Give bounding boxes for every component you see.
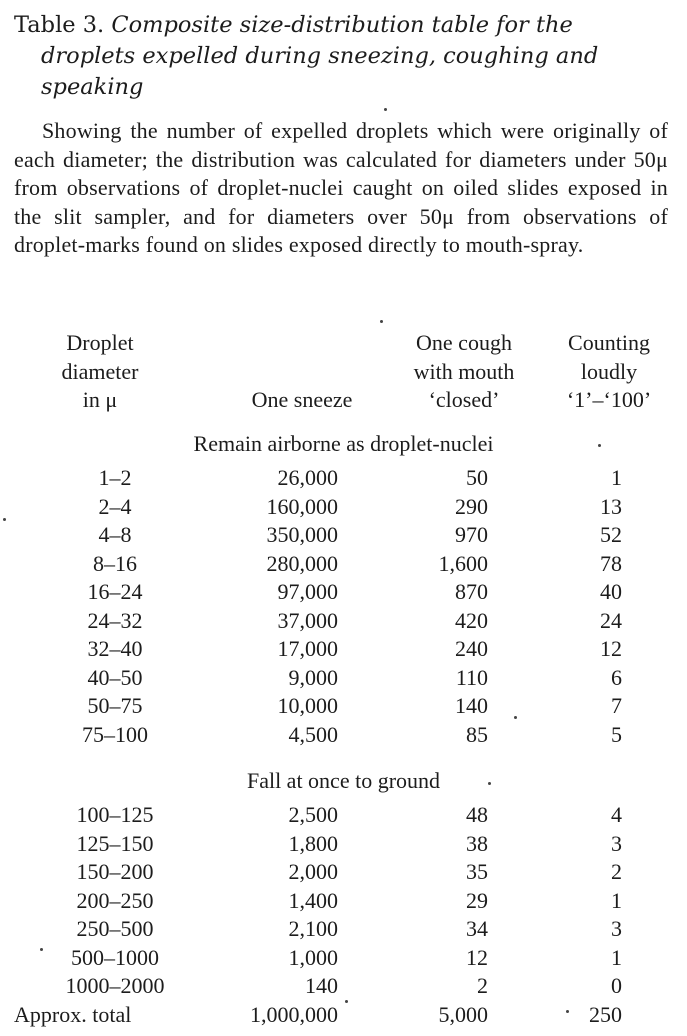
column-header-cough: One cough with mouth ‘closed’	[413, 330, 515, 412]
scan-speck	[598, 444, 601, 447]
total-counting: 250	[589, 1001, 622, 1027]
cell-sneeze: 17,000	[277, 636, 338, 661]
cell-sneeze: 10,000	[277, 693, 338, 718]
cell-cough: 110	[455, 664, 488, 690]
cell-cough: 290	[455, 493, 488, 519]
cell-counting: 1	[611, 465, 622, 490]
cell-sneeze: 1,800	[288, 830, 338, 856]
cell-counting: 4	[611, 802, 622, 827]
section-title-fall: Fall at once to ground	[246, 768, 441, 793]
cell-counting: 1	[611, 944, 622, 970]
cell-counting: 2	[611, 859, 622, 884]
table-row	[0, 887, 687, 915]
table-row	[0, 830, 687, 858]
table-row	[0, 664, 687, 692]
cell-counting: 78	[600, 550, 622, 576]
cell-counting: 3	[611, 830, 622, 856]
table-description: Showing the number of expelled droplets which were originally of each diameter; the distribution was calculated for diameters under 50μ from observations of droplet-nuclei caught on oiled slides exposed in the slit sampler, and for diameters over 50μ from observations of droplet-marks found on slides exposed directly to mouth-spray.	[14, 118, 668, 257]
cell-diameter: 4–8	[98, 522, 132, 547]
scan-speck	[384, 108, 387, 111]
cell-cough: 870	[455, 579, 488, 604]
cell-cough: 38	[466, 830, 488, 856]
table-row	[0, 692, 687, 720]
cell-diameter: 8–16	[93, 550, 137, 576]
cell-diameter: 32–40	[87, 636, 143, 661]
scan-speck	[566, 1010, 569, 1013]
column-header-diameter: Droplet diameter in μ	[61, 330, 139, 412]
cell-counting: 13	[600, 493, 622, 519]
cell-diameter: 500–1000	[71, 944, 159, 970]
scan-speck	[488, 782, 491, 785]
total-sneeze: 1,000,000	[250, 1001, 338, 1027]
cell-sneeze: 37,000	[277, 607, 338, 633]
cell-cough: 48	[466, 802, 488, 827]
column-header-counting: Counting loudly ‘1’–‘100’	[566, 330, 652, 412]
cell-cough: 85	[466, 721, 488, 747]
table-row	[0, 493, 687, 521]
table-total-row	[0, 1001, 687, 1029]
table-row	[0, 915, 687, 943]
cell-diameter: 200–250	[76, 887, 154, 913]
cell-sneeze: 160,000	[266, 493, 338, 519]
scan-speck	[380, 320, 383, 323]
cell-counting: 3	[611, 916, 622, 941]
cell-counting: 7	[611, 693, 622, 718]
cell-sneeze: 4,500	[288, 721, 338, 747]
cell-sneeze: 280,000	[266, 550, 338, 576]
cell-sneeze: 1,000	[288, 944, 338, 970]
cell-counting: 40	[600, 579, 622, 604]
cell-diameter: 24–32	[87, 607, 143, 633]
cell-sneeze: 97,000	[277, 579, 338, 604]
cell-counting: 5	[611, 721, 622, 747]
cell-cough: 35	[466, 859, 488, 884]
cell-counting: 1	[611, 887, 622, 913]
cell-sneeze: 350,000	[266, 522, 338, 547]
scan-speck	[514, 716, 517, 719]
cell-sneeze: 1,400	[288, 887, 338, 913]
cell-sneeze: 2,000	[288, 859, 338, 884]
table-title: Composite size-distribution table for the droplets expelled during sneezing, coughing and speaking	[41, 12, 599, 100]
table-row	[0, 801, 687, 829]
table-caption	[14, 10, 670, 103]
cell-sneeze: 9,000	[288, 664, 338, 690]
cell-sneeze: 2,500	[288, 802, 338, 827]
cell-cough: 1,600	[438, 550, 488, 576]
cell-counting: 6	[611, 664, 622, 690]
table-row	[0, 721, 687, 749]
cell-diameter: 100–125	[76, 802, 154, 827]
cell-cough: 240	[455, 636, 488, 661]
scan-speck	[40, 948, 43, 951]
cell-sneeze: 26,000	[277, 465, 338, 490]
scan-speck	[3, 518, 6, 521]
table-row	[0, 464, 687, 492]
cell-cough: 50	[466, 465, 488, 490]
cell-diameter: 16–24	[87, 579, 143, 604]
table-row	[0, 607, 687, 635]
cell-diameter: 50–75	[87, 693, 143, 718]
cell-diameter: 2–4	[98, 493, 132, 519]
cell-counting: 12	[600, 636, 622, 661]
cell-sneeze: 140	[305, 973, 338, 998]
section-title-airborne: Remain airborne as droplet-nuclei	[193, 431, 494, 456]
cell-cough: 420	[455, 607, 488, 633]
table-row	[0, 944, 687, 972]
cell-counting: 52	[600, 522, 622, 547]
total-cough: 5,000	[438, 1001, 488, 1027]
cell-counting: 24	[600, 607, 622, 633]
cell-cough: 140	[455, 693, 488, 718]
cell-diameter: 250–500	[76, 916, 154, 941]
cell-counting: 0	[611, 973, 622, 998]
cell-diameter: 40–50	[87, 664, 143, 690]
cell-diameter: 1000–2000	[65, 973, 165, 998]
cell-diameter: 150–200	[76, 859, 154, 884]
cell-cough: 970	[455, 522, 488, 547]
cell-diameter: 1–2	[98, 465, 132, 490]
cell-cough: 12	[466, 944, 488, 970]
scan-speck	[345, 1000, 348, 1003]
table-row	[0, 521, 687, 549]
cell-cough: 34	[466, 916, 488, 941]
table-row	[0, 578, 687, 606]
table-label: Table 3.	[14, 12, 105, 38]
table-row	[0, 550, 687, 578]
table-row	[0, 972, 687, 1000]
cell-sneeze: 2,100	[288, 916, 338, 941]
cell-diameter: 125–150	[76, 830, 154, 856]
table-row	[0, 635, 687, 663]
cell-cough: 29	[466, 887, 488, 913]
table-row	[0, 858, 687, 886]
column-header-sneeze: One sneeze	[251, 387, 353, 412]
cell-diameter: 75–100	[82, 721, 148, 747]
cell-cough: 2	[477, 973, 488, 998]
total-label: Approx. total	[14, 1001, 132, 1027]
